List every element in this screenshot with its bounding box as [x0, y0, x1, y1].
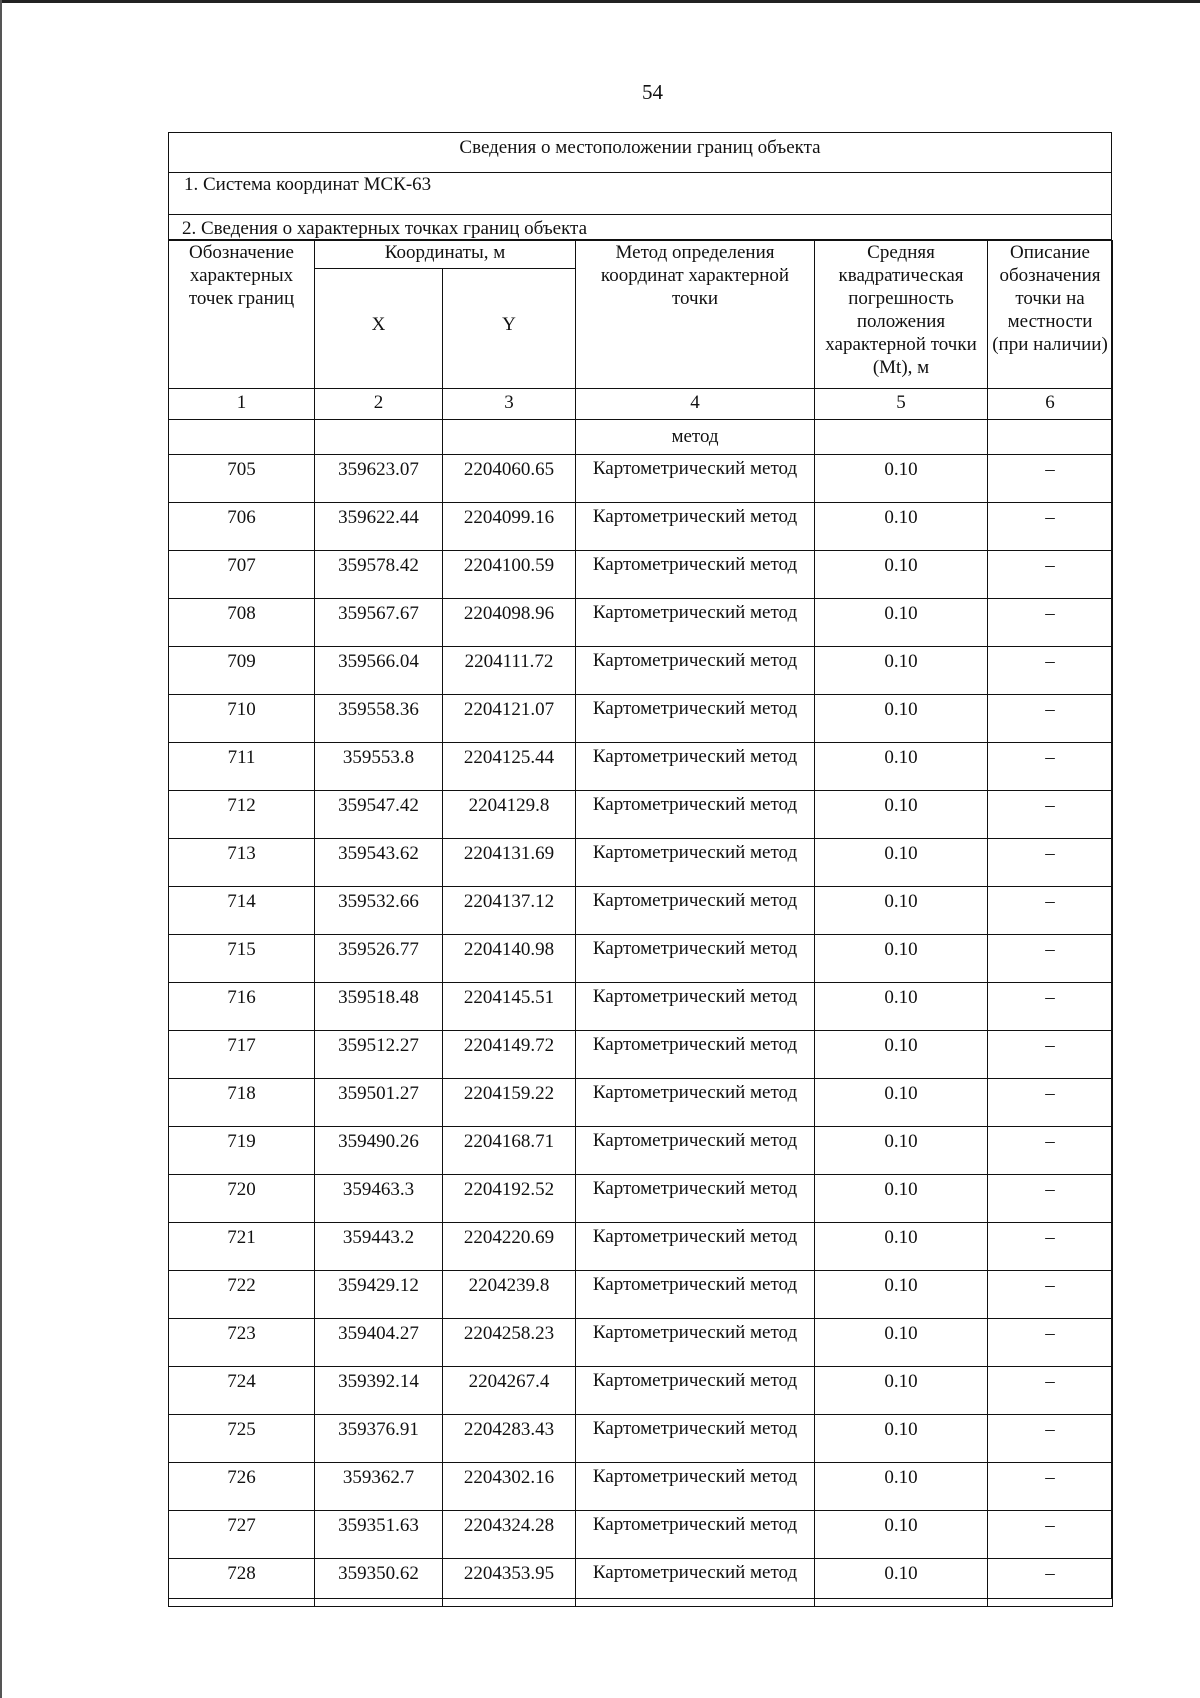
column-number: 3	[443, 389, 576, 420]
method-cell: Картометрический метод	[576, 1367, 815, 1415]
table-row	[169, 1319, 1113, 1367]
y-coordinate-cell: 2204145.51	[443, 983, 576, 1031]
table-row	[169, 1031, 1113, 1079]
carryover-method: метод	[576, 420, 815, 455]
description-cell: –	[988, 503, 1113, 551]
x-coordinate-cell: 359501.27	[315, 1079, 443, 1127]
x-coordinate-cell: 359429.12	[315, 1271, 443, 1319]
description-cell: –	[988, 983, 1113, 1031]
point-cell: 715	[169, 935, 315, 983]
table-row	[169, 1223, 1113, 1271]
point-cell: 718	[169, 1079, 315, 1127]
y-coordinate-cell: 2204111.72	[443, 647, 576, 695]
table-row	[169, 455, 1113, 503]
point-cell: 705	[169, 455, 315, 503]
description-cell: –	[988, 1079, 1113, 1127]
column-number: 2	[315, 389, 443, 420]
table-row	[169, 1175, 1113, 1223]
method-cell: Картометрический метод	[576, 839, 815, 887]
header-point: Обозначение характерных точек границ	[169, 241, 315, 389]
carryover-cell	[169, 420, 315, 455]
y-coordinate-cell: 2204192.52	[443, 1175, 576, 1223]
description-cell: –	[988, 791, 1113, 839]
description-cell: –	[988, 1127, 1113, 1175]
error-cell: 0.10	[815, 695, 988, 743]
description-cell: –	[988, 1415, 1113, 1463]
table-row	[169, 1367, 1113, 1415]
carryover-cell	[443, 420, 576, 455]
characteristic-points-line: 2. Сведения о характерных точках границ объекта	[168, 216, 1112, 240]
description-cell: –	[988, 839, 1113, 887]
x-coordinate-cell: 359547.42	[315, 791, 443, 839]
table-row	[169, 983, 1113, 1031]
y-coordinate-cell: 2204267.4	[443, 1367, 576, 1415]
description-cell: –	[988, 935, 1113, 983]
point-cell: 710	[169, 695, 315, 743]
description-cell: –	[988, 1031, 1113, 1079]
point-cell: 728	[169, 1559, 315, 1607]
table-row	[169, 1271, 1113, 1319]
carryover-cell	[815, 420, 988, 455]
description-cell: –	[988, 1463, 1113, 1511]
y-coordinate-cell: 2204159.22	[443, 1079, 576, 1127]
scan-left-edge	[0, 0, 2, 1698]
table-row	[169, 599, 1113, 647]
y-coordinate-cell: 2204239.8	[443, 1271, 576, 1319]
point-cell: 725	[169, 1415, 315, 1463]
y-coordinate-cell: 2204258.23	[443, 1319, 576, 1367]
table-row	[169, 551, 1113, 599]
table-row	[169, 791, 1113, 839]
description-cell: –	[988, 551, 1113, 599]
x-coordinate-cell: 359543.62	[315, 839, 443, 887]
description-cell: –	[988, 1367, 1113, 1415]
x-coordinate-cell: 359558.36	[315, 695, 443, 743]
x-coordinate-cell: 359622.44	[315, 503, 443, 551]
section-title: Сведения о местоположении границ объекта	[168, 134, 1112, 173]
table-row	[169, 887, 1113, 935]
coordinate-system-line: 1. Система координат МСК-63	[168, 172, 1112, 215]
x-coordinate-cell: 359463.3	[315, 1175, 443, 1223]
y-coordinate-cell: 2204099.16	[443, 503, 576, 551]
y-coordinate-cell: 2204121.07	[443, 695, 576, 743]
method-cell: Картометрический метод	[576, 1511, 815, 1559]
point-cell: 717	[169, 1031, 315, 1079]
description-cell: –	[988, 1223, 1113, 1271]
method-cell: Картометрический метод	[576, 935, 815, 983]
table-row	[169, 839, 1113, 887]
x-coordinate-cell: 359404.27	[315, 1319, 443, 1367]
x-coordinate-cell: 359376.91	[315, 1415, 443, 1463]
point-cell: 712	[169, 791, 315, 839]
description-cell: –	[988, 1271, 1113, 1319]
method-cell: Картометрический метод	[576, 695, 815, 743]
error-cell: 0.10	[815, 455, 988, 503]
y-coordinate-cell: 2204302.16	[443, 1463, 576, 1511]
method-cell: Картометрический метод	[576, 1223, 815, 1271]
point-cell: 723	[169, 1319, 315, 1367]
y-coordinate-cell: 2204137.12	[443, 887, 576, 935]
method-cell: Картометрический метод	[576, 503, 815, 551]
method-cell: Картометрический метод	[576, 551, 815, 599]
method-cell: Картометрический метод	[576, 455, 815, 503]
point-cell: 709	[169, 647, 315, 695]
error-cell: 0.10	[815, 1415, 988, 1463]
table-row	[169, 1511, 1113, 1559]
table-row	[169, 743, 1113, 791]
column-number: 4	[576, 389, 815, 420]
table-row	[169, 1079, 1113, 1127]
y-coordinate-cell: 2204098.96	[443, 599, 576, 647]
header-x-label: X	[371, 314, 386, 335]
method-cell: Картометрический метод	[576, 1559, 815, 1607]
header-error: Средняя квадратическая погрешность положения характерной точки (Mt), м	[815, 241, 988, 389]
x-coordinate-cell: 359512.27	[315, 1031, 443, 1079]
x-coordinate-cell: 359578.42	[315, 551, 443, 599]
carryover-row	[169, 420, 1113, 455]
header-x	[315, 269, 443, 389]
x-coordinate-cell: 359623.07	[315, 455, 443, 503]
error-cell: 0.10	[815, 887, 988, 935]
point-cell: 713	[169, 839, 315, 887]
table-row	[169, 935, 1113, 983]
column-number: 6	[988, 389, 1113, 420]
y-coordinate-cell: 2204353.95	[443, 1559, 576, 1607]
error-cell: 0.10	[815, 503, 988, 551]
header-method: Метод определения координат характерной точки	[576, 241, 815, 389]
boundary-points-table	[168, 240, 1113, 1607]
error-cell: 0.10	[815, 647, 988, 695]
description-cell: –	[988, 1559, 1113, 1607]
error-cell: 0.10	[815, 983, 988, 1031]
error-cell: 0.10	[815, 551, 988, 599]
method-cell: Картометрический метод	[576, 1175, 815, 1223]
method-cell: Картометрический метод	[576, 1127, 815, 1175]
method-cell: Картометрический метод	[576, 1319, 815, 1367]
y-coordinate-cell: 2204283.43	[443, 1415, 576, 1463]
header-y	[443, 269, 576, 389]
error-cell: 0.10	[815, 1031, 988, 1079]
description-cell: –	[988, 1175, 1113, 1223]
header-y-label: Y	[502, 314, 516, 335]
method-cell: Картометрический метод	[576, 1079, 815, 1127]
error-cell: 0.10	[815, 1319, 988, 1367]
method-cell: Картометрический метод	[576, 887, 815, 935]
header-coordinates: Координаты, м	[315, 241, 576, 269]
method-cell: Картометрический метод	[576, 1031, 815, 1079]
y-coordinate-cell: 2204149.72	[443, 1031, 576, 1079]
method-cell: Картометрический метод	[576, 647, 815, 695]
error-cell: 0.10	[815, 791, 988, 839]
x-coordinate-cell: 359567.67	[315, 599, 443, 647]
table-row	[169, 1559, 1113, 1607]
error-cell: 0.10	[815, 1463, 988, 1511]
error-cell: 0.10	[815, 1367, 988, 1415]
x-coordinate-cell: 359553.8	[315, 743, 443, 791]
point-cell: 720	[169, 1175, 315, 1223]
error-cell: 0.10	[815, 935, 988, 983]
method-cell: Картометрический метод	[576, 983, 815, 1031]
y-coordinate-cell: 2204220.69	[443, 1223, 576, 1271]
page-number: 54	[642, 80, 663, 104]
scan-top-edge	[0, 0, 1200, 3]
table-row	[169, 647, 1113, 695]
point-cell: 714	[169, 887, 315, 935]
header-row	[169, 241, 1113, 269]
description-cell: –	[988, 1319, 1113, 1367]
point-cell: 726	[169, 1463, 315, 1511]
error-cell: 0.10	[815, 1175, 988, 1223]
x-coordinate-cell: 359443.2	[315, 1223, 443, 1271]
carryover-cell	[988, 420, 1113, 455]
error-cell: 0.10	[815, 743, 988, 791]
description-cell: –	[988, 455, 1113, 503]
error-cell: 0.10	[815, 1271, 988, 1319]
point-cell: 716	[169, 983, 315, 1031]
y-coordinate-cell: 2204129.8	[443, 791, 576, 839]
method-cell: Картометрический метод	[576, 791, 815, 839]
description-cell: –	[988, 695, 1113, 743]
x-coordinate-cell: 359518.48	[315, 983, 443, 1031]
table-row	[169, 503, 1113, 551]
x-coordinate-cell: 359490.26	[315, 1127, 443, 1175]
x-coordinate-cell: 359566.04	[315, 647, 443, 695]
x-coordinate-cell: 359526.77	[315, 935, 443, 983]
point-cell: 724	[169, 1367, 315, 1415]
y-coordinate-cell: 2204324.28	[443, 1511, 576, 1559]
carryover-cell	[315, 420, 443, 455]
method-cell: Картометрический метод	[576, 1463, 815, 1511]
table-row	[169, 1127, 1113, 1175]
point-cell: 727	[169, 1511, 315, 1559]
method-cell: Картометрический метод	[576, 599, 815, 647]
point-cell: 721	[169, 1223, 315, 1271]
error-cell: 0.10	[815, 599, 988, 647]
y-coordinate-cell: 2204125.44	[443, 743, 576, 791]
point-cell: 719	[169, 1127, 315, 1175]
error-cell: 0.10	[815, 1127, 988, 1175]
y-coordinate-cell: 2204100.59	[443, 551, 576, 599]
y-coordinate-cell: 2204060.65	[443, 455, 576, 503]
y-coordinate-cell: 2204140.98	[443, 935, 576, 983]
error-cell: 0.10	[815, 1223, 988, 1271]
description-cell: –	[988, 1511, 1113, 1559]
x-coordinate-cell: 359532.66	[315, 887, 443, 935]
column-number: 1	[169, 389, 315, 420]
method-cell: Картометрический метод	[576, 1271, 815, 1319]
point-cell: 711	[169, 743, 315, 791]
description-cell: –	[988, 599, 1113, 647]
y-coordinate-cell: 2204131.69	[443, 839, 576, 887]
x-coordinate-cell: 359362.7	[315, 1463, 443, 1511]
description-cell: –	[988, 647, 1113, 695]
x-coordinate-cell: 359392.14	[315, 1367, 443, 1415]
error-cell: 0.10	[815, 1559, 988, 1607]
table-row	[169, 695, 1113, 743]
column-number: 5	[815, 389, 988, 420]
point-cell: 708	[169, 599, 315, 647]
point-cell: 722	[169, 1271, 315, 1319]
column-numbers-row	[169, 389, 1113, 420]
y-coordinate-cell: 2204168.71	[443, 1127, 576, 1175]
x-coordinate-cell: 359351.63	[315, 1511, 443, 1559]
method-cell: Картометрический метод	[576, 1415, 815, 1463]
point-cell: 706	[169, 503, 315, 551]
table-row	[169, 1415, 1113, 1463]
header-description: Описание обозначения точки на местности (при наличии)	[988, 241, 1113, 389]
error-cell: 0.10	[815, 1511, 988, 1559]
point-cell: 707	[169, 551, 315, 599]
error-cell: 0.10	[815, 839, 988, 887]
description-cell: –	[988, 887, 1113, 935]
x-coordinate-cell: 359350.62	[315, 1559, 443, 1607]
method-cell: Картометрический метод	[576, 743, 815, 791]
table-row	[169, 1463, 1113, 1511]
error-cell: 0.10	[815, 1079, 988, 1127]
description-cell: –	[988, 743, 1113, 791]
